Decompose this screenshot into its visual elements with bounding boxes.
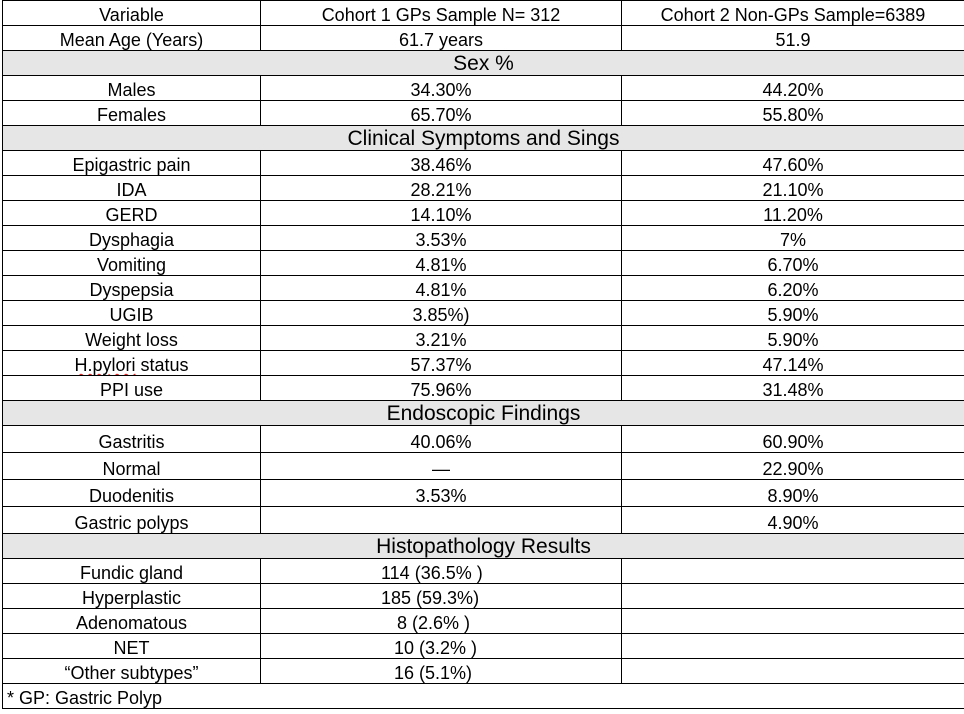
section-header-clinical	[3, 126, 964, 151]
cohort-1-value: 61.7 years	[261, 26, 622, 51]
cohort-1-value: 57.37%	[261, 351, 622, 376]
cohort-2-value: 8.90%	[622, 480, 964, 507]
cohort-1-value: 3.85%)	[261, 301, 622, 326]
table-row	[3, 26, 964, 51]
cohort-2-value: 31.48%	[622, 376, 964, 401]
cohort-2-value: 22.90%	[622, 453, 964, 480]
row-label: PPI use	[3, 376, 261, 401]
cohort-2-value: 11.20%	[622, 201, 964, 226]
table-row	[3, 76, 964, 101]
section-header-sex	[3, 51, 964, 76]
cohort-2-value: 47.60%	[622, 151, 964, 176]
cohort-2-value: 44.20%	[622, 76, 964, 101]
cohort-2-value: 47.14%	[622, 351, 964, 376]
table-row	[3, 151, 964, 176]
hpylori-term: H.pylori	[74, 355, 136, 375]
row-label: Mean Age (Years)	[3, 26, 261, 51]
row-label: Dyspepsia	[3, 276, 261, 301]
table-row	[3, 101, 964, 126]
header-variable: Variable	[3, 1, 261, 26]
cohort-2-value: 5.90%	[622, 301, 964, 326]
table-row	[3, 276, 964, 301]
cohort-1-value: 114 (36.5% )	[261, 559, 622, 584]
header-cohort-2: Cohort 2 Non-GPs Sample=6389	[622, 1, 964, 26]
row-label: Males	[3, 76, 261, 101]
section-title: Endoscopic Findings	[3, 401, 964, 426]
table-row	[3, 634, 964, 659]
table-row	[3, 201, 964, 226]
cohort-2-value: 55.80%	[622, 101, 964, 126]
cohort-1-value: 4.81%	[261, 251, 622, 276]
cohort-1-value: —	[261, 453, 622, 480]
table-row	[3, 251, 964, 276]
row-label: Gastric polyps	[3, 507, 261, 534]
cohort-1-value: 3.53%	[261, 480, 622, 507]
cohort-1-value: 40.06%	[261, 426, 622, 453]
table-row	[3, 507, 964, 534]
gastric-polyps-comparison-table	[2, 0, 964, 709]
row-label: NET	[3, 634, 261, 659]
table-row	[3, 584, 964, 609]
section-title: Sex %	[3, 51, 964, 76]
row-label: Fundic gland	[3, 559, 261, 584]
table-row	[3, 226, 964, 251]
table-row	[3, 326, 964, 351]
section-header-histopathology	[3, 534, 964, 559]
row-label: UGIB	[3, 301, 261, 326]
row-label: Gastritis	[3, 426, 261, 453]
row-label: Hyperplastic	[3, 584, 261, 609]
cohort-2-value: 60.90%	[622, 426, 964, 453]
row-label: GERD	[3, 201, 261, 226]
header-row	[3, 1, 964, 26]
cohort-2-value: 6.20%	[622, 276, 964, 301]
cohort-2-value	[622, 609, 964, 634]
cohort-2-value: 51.9	[622, 26, 964, 51]
header-cohort-1: Cohort 1 GPs Sample N= 312	[261, 1, 622, 26]
cohort-1-value: 3.21%	[261, 326, 622, 351]
cohort-1-value: 16 (5.1%)	[261, 659, 622, 684]
row-label: Normal	[3, 453, 261, 480]
cohort-1-value: 38.46%	[261, 151, 622, 176]
cohort-2-value: 21.10%	[622, 176, 964, 201]
footnote-row	[3, 684, 964, 709]
row-label	[3, 351, 261, 376]
cohort-2-value: 7%	[622, 226, 964, 251]
cohort-1-value: 28.21%	[261, 176, 622, 201]
table-row	[3, 480, 964, 507]
row-label: Weight loss	[3, 326, 261, 351]
cohort-2-value: 5.90%	[622, 326, 964, 351]
row-label: Vomiting	[3, 251, 261, 276]
table-row	[3, 351, 964, 376]
cohort-1-value: 185 (59.3%)	[261, 584, 622, 609]
cohort-1-value: 8 (2.6% )	[261, 609, 622, 634]
table-row	[3, 426, 964, 453]
cohort-1-value	[261, 507, 622, 534]
table-row	[3, 559, 964, 584]
table-row	[3, 301, 964, 326]
section-title: Histopathology Results	[3, 534, 964, 559]
table-row	[3, 609, 964, 634]
section-header-endoscopic	[3, 401, 964, 426]
cohort-1-value: 10 (3.2% )	[261, 634, 622, 659]
row-label: Adenomatous	[3, 609, 261, 634]
cohort-1-value: 65.70%	[261, 101, 622, 126]
cohort-2-value: 6.70%	[622, 251, 964, 276]
row-label: “Other subtypes”	[3, 659, 261, 684]
cohort-2-value	[622, 634, 964, 659]
status-term: status	[135, 355, 189, 375]
row-label: Females	[3, 101, 261, 126]
cohort-2-value	[622, 584, 964, 609]
footnote: * GP: Gastric Polyp	[3, 684, 964, 709]
cohort-1-value: 4.81%	[261, 276, 622, 301]
cohort-2-value: 4.90%	[622, 507, 964, 534]
cohort-2-value	[622, 659, 964, 684]
cohort-1-value: 75.96%	[261, 376, 622, 401]
table-row	[3, 453, 964, 480]
row-label: Duodenitis	[3, 480, 261, 507]
cohort-1-value: 34.30%	[261, 76, 622, 101]
cohort-1-value: 14.10%	[261, 201, 622, 226]
table-row	[3, 659, 964, 684]
cohort-2-value	[622, 559, 964, 584]
row-label: Epigastric pain	[3, 151, 261, 176]
table-row	[3, 376, 964, 401]
section-title: Clinical Symptoms and Sings	[3, 126, 964, 151]
row-label: IDA	[3, 176, 261, 201]
table-row	[3, 176, 964, 201]
row-label: Dysphagia	[3, 226, 261, 251]
cohort-1-value: 3.53%	[261, 226, 622, 251]
